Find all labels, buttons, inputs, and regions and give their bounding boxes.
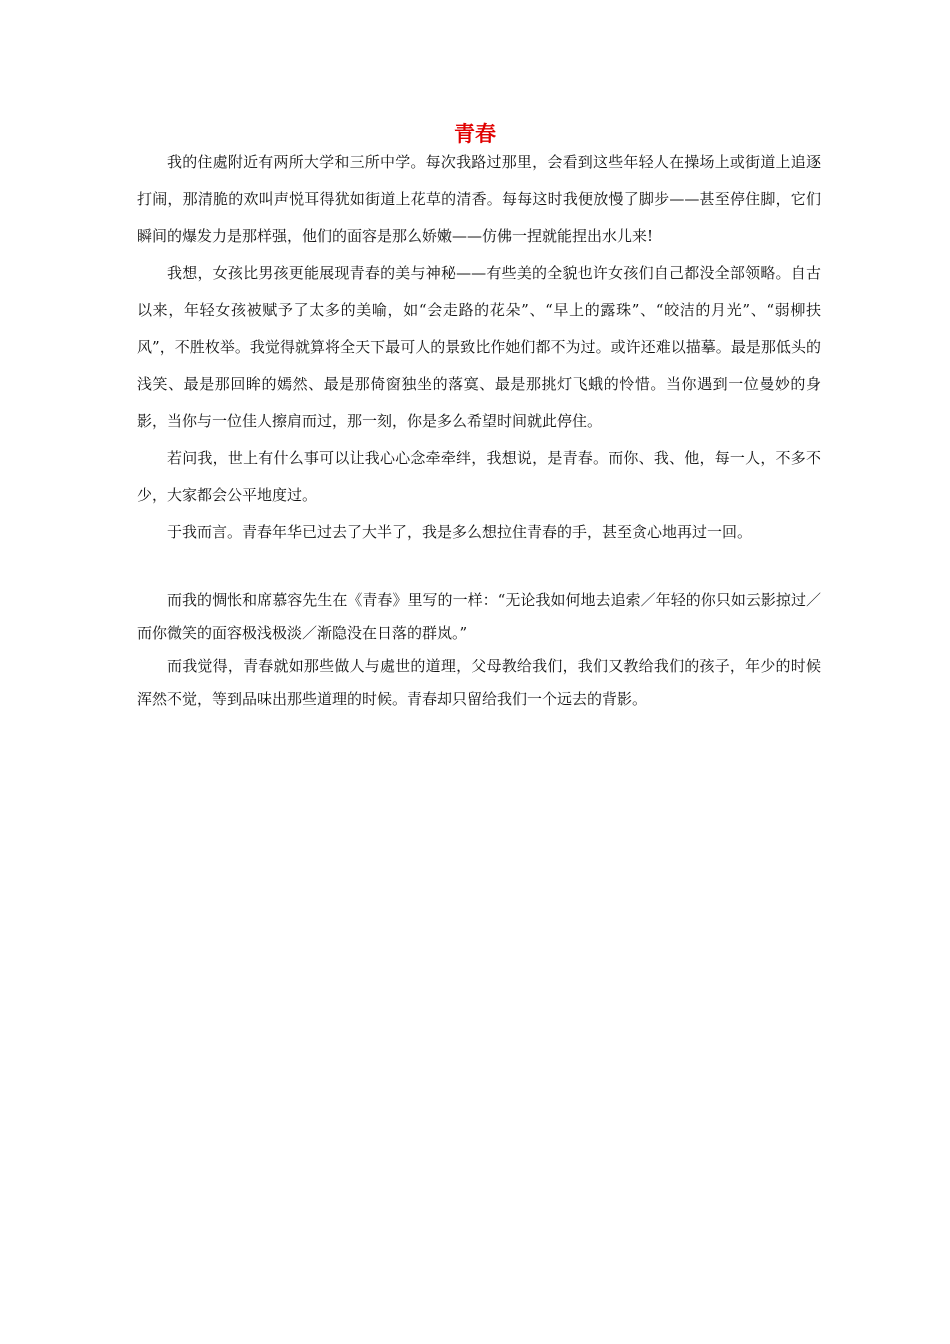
paragraph-spacer <box>137 551 821 584</box>
paragraph-6: 而我觉得，青春就如那些做人与處世的道理，父母教给我们，我们又教给我们的孩子，年少的时候浑然不觉，等到品味出那些道理的时候。青春却只留给我们一个远去的背影。 <box>137 657 821 708</box>
paragraph-2: 我想，女孩比男孩更能展现青春的美与神秘——有些美的全貌也许女孩们自己都没全部领略。自古以来，年轻女孩被赋予了太多的美喻，如“会走路的花朵”、“早上的露珠”、“皎洁的月光”、“弱柳扶风”，不胜枚举。我觉得就算将全天下最可人的景致比作她们都不为过。或许还难以描摹。最是那低头的浅笑、最是那回眸的嫣然、最是那倚窗独坐的落寞、最是那挑灯飞蛾的怜惜。当你遇到一位曼妙的身影，当你与一位佳人擦肩而过，那一刻，你是多么希望时间就此停住。 <box>137 264 821 430</box>
paragraph-4: 于我而言。青春年华已过去了大半了，我是多么想拉住青春的手，甚至贪心地再过一回。 <box>167 523 753 541</box>
document-body <box>137 144 821 716</box>
paragraph-1: 我的住處附近有两所大学和三所中学。每次我路过那里，会看到这些年轻人在操场上或街道上追逐打闹，那清脆的欢叫声悦耳得犹如街道上花草的清香。每每这时我便放慢了脚步——甚至停住脚，它们瞬间的爆发力是那样强，他们的面容是那么娇嫩——仿佛一捏就能捏出水儿来! <box>137 153 821 245</box>
paragraph-group-closing <box>137 584 821 716</box>
paragraph-3: 若问我，世上有什么事可以让我心心念牵牵绊，我想说，是青春。而你、我、他，每一人，不多不少，大家都会公平地度过。 <box>137 449 821 504</box>
paragraph-5: 而我的惆怅和席慕容先生在《青春》里写的一样：“无论我如何地去追索／年轻的你只如云影掠过／而你微笑的面容极浅极淡／渐隐没在日落的群岚。” <box>137 591 821 642</box>
document-title: 青春 <box>454 122 496 146</box>
paragraph-group-main <box>137 144 821 551</box>
